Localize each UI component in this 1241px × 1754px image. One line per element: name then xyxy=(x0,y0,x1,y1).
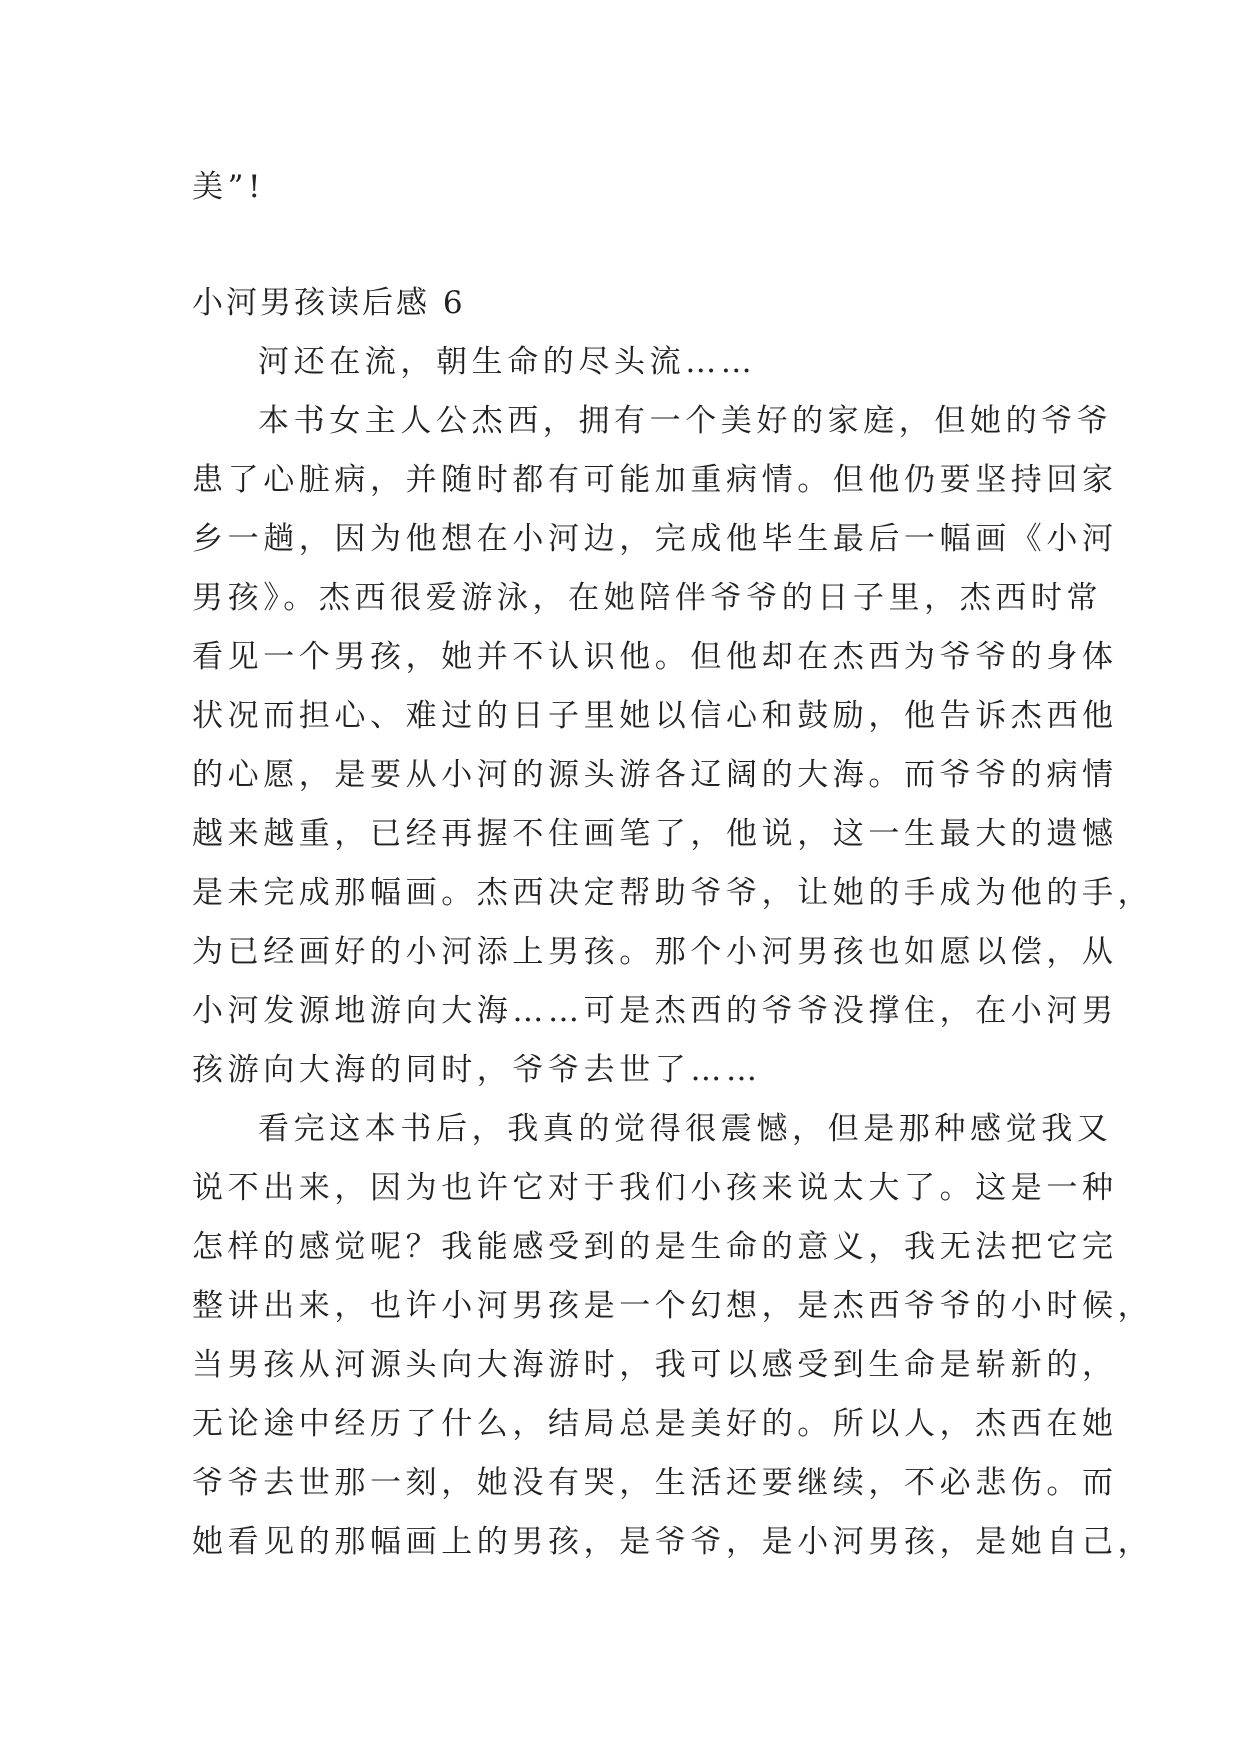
text-line: 为已经画好的小河添上男孩。那个小河男孩也如愿以偿，从 xyxy=(192,934,1118,970)
text-line: 河还在流，朝生命的尽头流…… xyxy=(258,344,757,380)
paragraph-1 xyxy=(192,333,1052,392)
text-line: 男孩》。杰西很爱游泳，在她陪伴爷爷的日子里，杰西时常 xyxy=(192,580,1103,616)
text-line: 越来越重，已经再握不住画笔了，他说，这一生最大的遗憾 xyxy=(192,816,1118,852)
text-line: 看完这本书后，我真的觉得很震憾，但是那种感觉我又 xyxy=(258,1111,1113,1147)
text-line: 小河发源地游向大海……可是杰西的爷爷没撑住，在小河男 xyxy=(192,993,1118,1029)
paragraph-3 xyxy=(192,1100,1154,1572)
text-line: 整讲出来，也许小河男孩是一个幻想，是杰西爷爷的小时候， xyxy=(192,1288,1154,1324)
text-line: 她看见的那幅画上的男孩，是爷爷，是小河男孩，是她自己， xyxy=(192,1524,1154,1560)
text-line: 爷爷去世那一刻，她没有哭，生活还要继续，不必悲伤。而 xyxy=(192,1465,1118,1501)
paragraph-2 xyxy=(192,392,1154,1100)
text-line: 说不出来，因为也许它对于我们小孩来说太大了。这是一种 xyxy=(192,1170,1118,1206)
text-line: 是未完成那幅画。杰西决定帮助爷爷，让她的手成为他的手， xyxy=(192,875,1154,911)
previous-paragraph-tail: 美”! xyxy=(192,169,266,205)
text-line: 状况而担心、难过的日子里她以信心和鼓励，他告诉杰西他 xyxy=(192,698,1118,734)
text-line: 当男孩从河源头向大海游时，我可以感受到生命是崭新的， xyxy=(192,1347,1118,1383)
text-line: 无论途中经历了什么，结局总是美好的。所以人，杰西在她 xyxy=(192,1406,1118,1442)
text-line: 的心愿，是要从小河的源头游各辽阔的大海。而爷爷的病情 xyxy=(192,757,1118,793)
text-line: 本书女主人公杰西，拥有一个美好的家庭，但她的爷爷 xyxy=(258,403,1113,439)
text-line: 看见一个男孩，她并不认识他。但他却在杰西为爷爷的身体 xyxy=(192,639,1118,675)
text-line: 患了心脏病，并随时都有可能加重病情。但他仍要坚持回家 xyxy=(192,462,1118,498)
text-line: 乡一趟，因为他想在小河边，完成他毕生最后一幅画《小河 xyxy=(192,521,1118,557)
section-title: 小河男孩读后感 6 xyxy=(192,285,466,321)
text-line: 怎样的感觉呢？我能感受到的是生命的意义，我无法把它完 xyxy=(192,1229,1118,1265)
text-line: 孩游向大海的同时，爷爷去世了…… xyxy=(192,1052,762,1088)
document-body xyxy=(192,158,1154,1572)
section-gap xyxy=(192,217,1052,274)
